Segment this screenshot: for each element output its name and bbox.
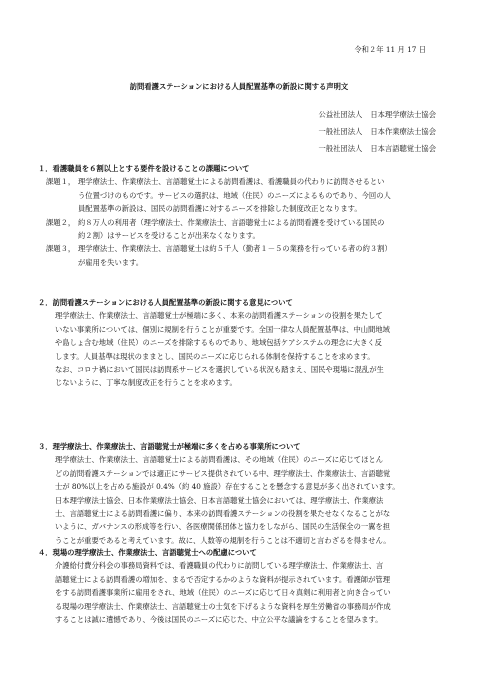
- text-line: が雇用を失います。: [78, 257, 144, 267]
- issue-item: [38, 175, 438, 215]
- text-line: します。人員基準は現状のままとし、国民のニーズに応じられる体制を保持することを求めます。: [55, 351, 375, 361]
- issue-item: [38, 242, 438, 269]
- paragraph: [38, 309, 438, 363]
- issue-label: 課題１，: [46, 177, 76, 187]
- paragraph: [38, 559, 438, 626]
- document-title: 訪問看護ステーションにおける人員配置基準の新設に関する声明文: [129, 82, 349, 91]
- section-2-heading: ２．訪問看護ステーションにおける人員配置基準の新設に関する意見について: [38, 298, 293, 307]
- paragraph: [38, 453, 438, 493]
- text-line: 理学療法士、作業療法士、言語聴覚士は約５千人（勤者１－５の業務を行っている者の約３割）: [78, 244, 392, 254]
- issue-item: [38, 216, 438, 243]
- organization-list: [319, 106, 436, 157]
- text-line: 士、言語聴覚士による訪問看護に偏り、本来の訪問看護ステーションの役割を果たせなくなることがな: [55, 509, 391, 519]
- issue-label: 課題２，: [46, 217, 76, 227]
- text-line: いない事業所については、個別に規制を行うことが重要です。全国一律な人員配置基準は、中山間地域: [55, 324, 390, 334]
- text-line: う位置づけのものです。サービスの選択は、地域（住民）のニーズによるものであり、今回の人: [78, 190, 391, 200]
- text-line: をする訪問看護事業所に雇用をされ、地域（住民）のニーズに応じて日々真剣に利用者と向き合ってい: [55, 588, 391, 598]
- text-line: 理学療法士、作業療法士、言語聴覚士による訪問看護は、看護職員の代わりに訪問させるとい: [78, 177, 385, 187]
- text-line: や島しょ含む地域（住民）のニーズを排除するものであり、地域包括ケアシステムの理念に大きく反: [55, 338, 382, 348]
- text-line: することは誠に遺憾であり、今後は国民のニーズに応じた、中立公平な議論をすることを望みます。: [55, 615, 383, 625]
- section-3: [38, 440, 438, 547]
- text-line: 日本理学療法士協会、日本作業療法士協会、日本言語聴覚士協会においては、理学療法士、作業療法: [55, 495, 384, 505]
- organization-type: 一般社団法人: [318, 144, 363, 153]
- text-line: 約８万人の利用者（理学療法士、作業療法士、言語聴覚士による訪問看護を受けている国民の: [78, 217, 385, 227]
- organization-type: 一般社団法人: [318, 127, 363, 136]
- organization-entry: [319, 140, 436, 157]
- text-line: 約２割）はサービスを受けることが出来なくなります。: [78, 231, 260, 241]
- text-line: いように、ガバナンスの形成等を行い、各医療関係団体と協力をしながら、国民の生活保全の一翼を担: [55, 522, 391, 532]
- text-line: 理学療法士、作業療法士、言語聴覚士による訪問看護は、その地域（住民）のニーズに応じてほとん: [55, 455, 383, 465]
- paragraph: [38, 363, 438, 390]
- paragraph: [38, 494, 438, 548]
- issue-label: 課題３，: [46, 244, 76, 254]
- text-line: うことが重要であると考えています。故に、人数等の規制を行うことは不適切と言わざるを得ません。: [55, 535, 391, 545]
- text-line: 介護給付費分科会の事務局資料では、看護職員の代わりに訪問している理学療法士、作業療法士、言: [55, 561, 384, 571]
- section-1-heading: １．看護職員を６割以上とする要件を設けることの課題について: [38, 164, 250, 173]
- organization-entry: [319, 106, 436, 123]
- text-line: 語聴覚士による訪問看護の増加を、まるで否定するかのような資料が提示されています。看護師が管理: [55, 574, 390, 584]
- text-line: どの訪問看護ステーションでは適正にサービス提供されている中、理学療法士、作業療法士、言語聴覚: [55, 468, 391, 478]
- section-2: [38, 296, 438, 390]
- organization-name: 日本言語聴覚士協会: [370, 144, 436, 153]
- section-1: [38, 162, 438, 269]
- organization-name: 日本理学療法士協会: [370, 110, 436, 119]
- text-line: じないように、丁寧な制度改正を行うことを求めます。: [55, 378, 237, 388]
- section-4: [38, 546, 438, 626]
- section-4-heading: ４．現場の理学療法士、作業療法士、言語聴覚士への配慮について: [38, 548, 257, 557]
- text-line: 員配置基準の新設は、国民の訪問看護に対するニーズを排除した制度改正となります。: [78, 204, 362, 214]
- organization-entry: [319, 123, 436, 140]
- text-line: る現場の理学療法士、作業療法士、言語聴覚士の士気を下げるような資料を厚生労働省の事務局が作成: [55, 601, 391, 611]
- text-line: 理学療法士、作業療法士、言語聴覚士が極端に多く、本来の訪問看護ステーションの役割を果たして: [55, 311, 383, 321]
- section-3-heading: ３．理学療法士、作業療法士、言語聴覚士が極端に多くを占める事業所について: [38, 442, 301, 451]
- text-line: 士が 80%以上を占める施設が 0.4%（約 40 施設）存在することを懸念する意見が多く出されています。: [55, 482, 400, 492]
- document-date: 令和２年 11 月 17 日: [354, 45, 426, 54]
- organization-type: 公益社団法人: [318, 110, 363, 119]
- organization-name: 日本作業療法士協会: [370, 127, 436, 136]
- text-line: なお、コロナ禍において国民は訪問系サービスを選択している状況も踏まえ、国民や現場に混乱が生: [55, 365, 384, 375]
